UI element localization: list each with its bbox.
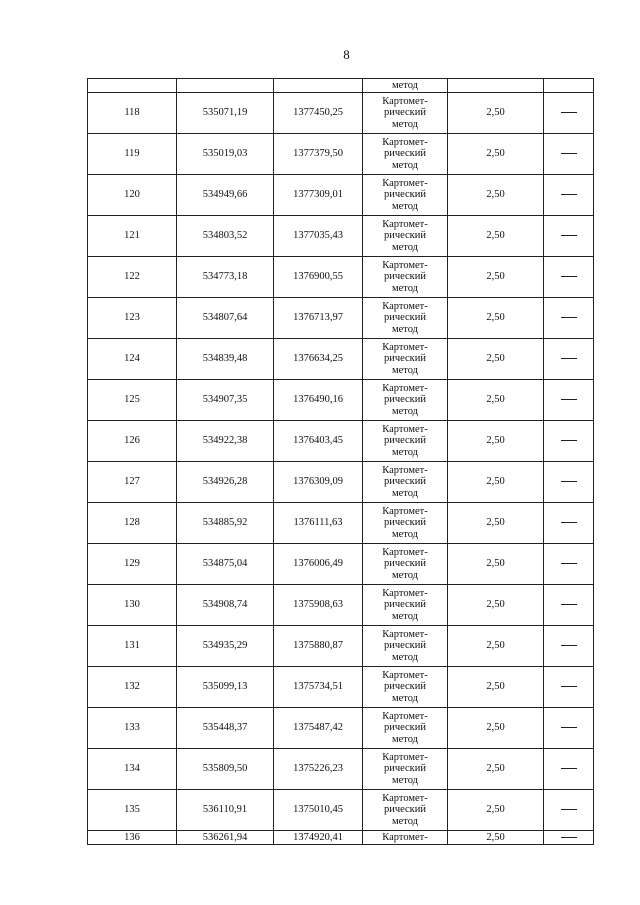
table-row [88,380,594,421]
precision-cell: 2,50 [448,339,544,380]
method-text-line: рический [383,271,427,283]
point-number-cell: 135 [88,790,177,831]
method-text-line: метод [391,610,419,622]
method-text-line: Картомет- [382,628,428,640]
method-text-line: рический [383,640,427,652]
table-row [88,134,594,175]
method-text-line: Картомет- [382,710,428,722]
precision-cell: 2,50 [448,175,544,216]
table-row [88,93,594,134]
description-cell [544,626,594,667]
description-cell [544,79,594,93]
method-text-line: Картомет- [382,587,428,599]
dash-mark [561,727,577,728]
method-text-line: Картомет- [382,669,428,681]
method-text-line: рический [383,353,427,365]
method-text-line: метод [391,405,419,417]
table-row [88,585,594,626]
description-cell [544,93,594,134]
point-number-cell: 130 [88,585,177,626]
dash-mark [561,522,577,523]
table-row [88,503,594,544]
x-coordinate-cell: 534935,29 [177,626,274,667]
description-cell [544,339,594,380]
method-text-line: рический [383,681,427,693]
y-coordinate-cell: 1376006,49 [274,544,363,585]
y-coordinate-cell: 1374920,41 [274,831,363,845]
y-coordinate-cell: 1375487,42 [274,708,363,749]
y-coordinate-cell: 1377035,43 [274,216,363,257]
x-coordinate-cell: 534949,66 [177,175,274,216]
x-coordinate-cell: 536261,94 [177,831,274,845]
table-row [88,708,594,749]
description-cell [544,134,594,175]
x-coordinate-cell: 534875,04 [177,544,274,585]
method-text-line: метод [391,528,419,540]
point-number-cell: 134 [88,749,177,790]
x-coordinate-cell: 534807,64 [177,298,274,339]
description-cell [544,175,594,216]
table-row [88,831,594,845]
method-text-line: Картомет- [382,464,428,476]
method-cell [363,175,448,216]
point-number-cell: 120 [88,175,177,216]
y-coordinate-cell: 1376403,45 [274,421,363,462]
y-coordinate-cell: 1375908,63 [274,585,363,626]
point-number-cell: 127 [88,462,177,503]
method-cell [363,339,448,380]
method-text-line: метод [391,487,419,499]
point-number-cell: 119 [88,134,177,175]
precision-cell: 2,50 [448,134,544,175]
description-cell [544,544,594,585]
dash-mark [561,809,577,810]
precision-cell: 2,50 [448,544,544,585]
y-coordinate-cell: 1377379,50 [274,134,363,175]
table-row [88,462,594,503]
dash-mark [561,317,577,318]
method-text-line: Картомет- [382,136,428,148]
table-row [88,421,594,462]
precision-cell [448,79,544,93]
method-cell [363,462,448,503]
dash-mark [561,235,577,236]
precision-cell: 2,50 [448,216,544,257]
dash-mark [561,112,577,113]
table-row [88,544,594,585]
method-text-line: Картомет- [382,177,428,189]
method-cell [363,421,448,462]
point-number-cell: 123 [88,298,177,339]
dash-mark [561,276,577,277]
dash-mark [561,563,577,564]
method-cell [363,708,448,749]
x-coordinate-cell: 535099,13 [177,667,274,708]
method-cell [363,667,448,708]
x-coordinate-cell: 534922,38 [177,421,274,462]
method-text-line: рический [383,312,427,324]
x-coordinate-cell: 535019,03 [177,134,274,175]
dash-mark [561,645,577,646]
precision-cell: 2,50 [448,93,544,134]
method-text-line: рический [383,763,427,775]
description-cell [544,708,594,749]
x-coordinate-cell: 535071,19 [177,93,274,134]
method-text-line: метод [391,446,419,458]
method-cell [363,749,448,790]
dash-mark [561,604,577,605]
point-number-cell: 121 [88,216,177,257]
method-text-line: метод [391,651,419,663]
dash-mark [561,481,577,482]
description-cell [544,298,594,339]
description-cell [544,462,594,503]
method-text-line: метод [391,733,419,745]
method-text-line: Картомет- [382,382,428,394]
y-coordinate-cell [274,79,363,93]
point-number-cell: 118 [88,93,177,134]
method-text-line: метод [391,159,419,171]
method-text-line: Картомет- [382,95,428,107]
point-number-cell: 126 [88,421,177,462]
y-coordinate-cell: 1377309,01 [274,175,363,216]
x-coordinate-cell: 534908,74 [177,585,274,626]
page-number: 8 [343,47,350,62]
table-row [88,339,594,380]
precision-cell: 2,50 [448,421,544,462]
precision-cell: 2,50 [448,503,544,544]
x-coordinate-cell [177,79,274,93]
method-text-line: метод [391,282,419,294]
x-coordinate-cell: 534803,52 [177,216,274,257]
coordinates-table [87,78,594,845]
precision-cell: 2,50 [448,585,544,626]
point-number-cell: 133 [88,708,177,749]
y-coordinate-cell: 1376309,09 [274,462,363,503]
dash-mark [561,686,577,687]
precision-cell: 2,50 [448,257,544,298]
method-cell [363,831,448,845]
method-text-line: рический [383,722,427,734]
method-text-line: рический [383,230,427,242]
dash-mark [561,399,577,400]
method-text-line: Картомет- [382,423,428,435]
y-coordinate-cell: 1376634,25 [274,339,363,380]
y-coordinate-cell: 1376490,16 [274,380,363,421]
point-number-cell: 129 [88,544,177,585]
table-row [88,216,594,257]
method-cell [363,134,448,175]
description-cell [544,503,594,544]
y-coordinate-cell: 1375880,87 [274,626,363,667]
method-text-line: рический [383,148,427,160]
x-coordinate-cell: 534907,35 [177,380,274,421]
method-cell [363,380,448,421]
x-coordinate-cell: 535448,37 [177,708,274,749]
method-text-line: Картомет- [382,792,428,804]
method-text-line: рический [383,517,427,529]
method-text-line: метод [391,774,419,786]
x-coordinate-cell: 535809,50 [177,749,274,790]
method-cell [363,790,448,831]
point-number-cell: 136 [88,831,177,845]
method-cell [363,503,448,544]
dash-mark [561,358,577,359]
method-text-line: Картомет- [382,341,428,353]
method-text-line: метод [391,364,419,376]
method-text-line: Картомет- [382,505,428,517]
precision-cell: 2,50 [448,626,544,667]
precision-cell: 2,50 [448,749,544,790]
table-row [88,667,594,708]
y-coordinate-cell: 1375734,51 [274,667,363,708]
method-text-line: рический [383,107,427,119]
table-row-continued [88,79,594,93]
description-cell [544,257,594,298]
dash-mark [561,440,577,441]
method-text-line: метод [391,241,419,253]
method-text-line: рический [383,804,427,816]
dash-mark [561,837,577,838]
method-text-line: рический [383,558,427,570]
method-text-line: Картомет- [382,218,428,230]
method-cell [363,216,448,257]
method-cell [363,298,448,339]
precision-cell: 2,50 [448,298,544,339]
table-row [88,790,594,831]
method-cell [363,585,448,626]
x-coordinate-cell: 534839,48 [177,339,274,380]
method-text-line: метод [391,692,419,704]
coordinates-table-body [88,79,594,845]
method-cell [363,257,448,298]
method-text-line: рический [383,189,427,201]
dash-mark [561,153,577,154]
method-text-line: метод [391,118,419,130]
precision-cell: 2,50 [448,462,544,503]
table-row [88,626,594,667]
x-coordinate-cell: 534885,92 [177,503,274,544]
method-text-line: метод [391,200,419,212]
description-cell [544,585,594,626]
method-text-line: рический [383,599,427,611]
method-text-line: метод [391,569,419,581]
point-number-cell [88,79,177,93]
point-number-cell: 125 [88,380,177,421]
x-coordinate-cell: 534773,18 [177,257,274,298]
table-row [88,749,594,790]
description-cell [544,216,594,257]
method-text-line: метод [391,323,419,335]
method-text-line: Картомет- [382,259,428,271]
method-text-line: рический [383,435,427,447]
method-cell [363,93,448,134]
point-number-cell: 131 [88,626,177,667]
description-cell [544,831,594,845]
method-text-line: рический [383,476,427,488]
y-coordinate-cell: 1375010,45 [274,790,363,831]
x-coordinate-cell: 536110,91 [177,790,274,831]
description-cell [544,749,594,790]
precision-cell: 2,50 [448,667,544,708]
y-coordinate-cell: 1376900,55 [274,257,363,298]
description-cell [544,380,594,421]
dash-mark [561,194,577,195]
y-coordinate-cell: 1376111,63 [274,503,363,544]
description-cell [544,667,594,708]
dash-mark [561,768,577,769]
method-text-line: Картомет- [382,546,428,558]
y-coordinate-cell: 1377450,25 [274,93,363,134]
x-coordinate-cell: 534926,28 [177,462,274,503]
method-cell [363,626,448,667]
table-row [88,175,594,216]
point-number-cell: 124 [88,339,177,380]
y-coordinate-cell: 1375226,23 [274,749,363,790]
precision-cell: 2,50 [448,831,544,845]
method-text-line: Картомет- [382,300,428,312]
method-cell: метод [363,79,448,93]
description-cell [544,790,594,831]
method-text-line: рический [383,394,427,406]
point-number-cell: 132 [88,667,177,708]
point-number-cell: 122 [88,257,177,298]
table-row [88,298,594,339]
table-row [88,257,594,298]
precision-cell: 2,50 [448,790,544,831]
method-cell [363,544,448,585]
y-coordinate-cell: 1376713,97 [274,298,363,339]
precision-cell: 2,50 [448,708,544,749]
description-cell [544,421,594,462]
method-text-line: метод [391,815,419,827]
precision-cell: 2,50 [448,380,544,421]
point-number-cell: 128 [88,503,177,544]
method-text-line: Картомет- [382,831,428,843]
method-text-line: Картомет- [382,751,428,763]
